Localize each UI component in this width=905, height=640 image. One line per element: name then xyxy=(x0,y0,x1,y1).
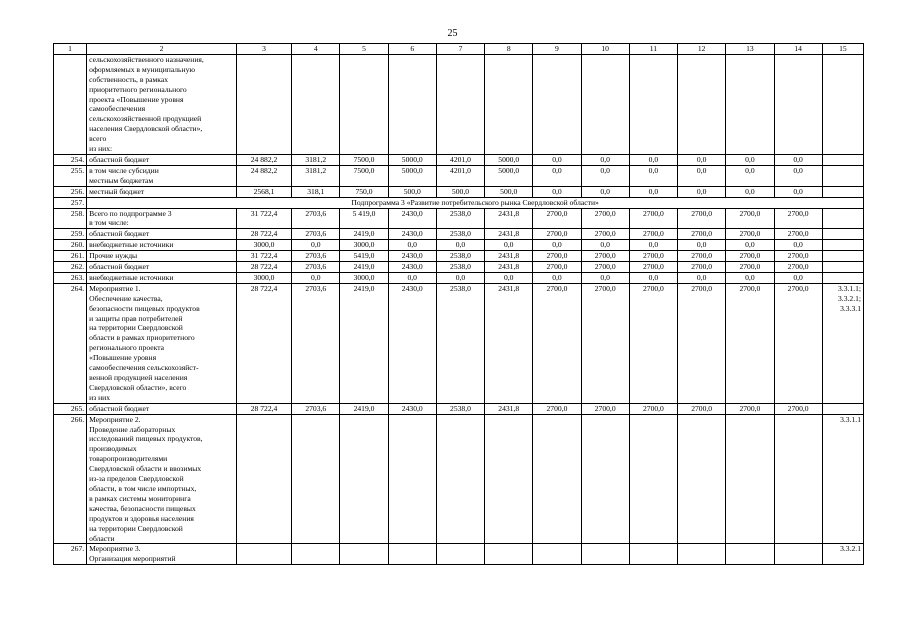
column-number-header: 4 xyxy=(292,44,340,55)
funding-value: 2700,0 xyxy=(726,262,774,273)
funding-value: 0,0 xyxy=(485,272,533,283)
funding-value: 2700,0 xyxy=(533,229,581,240)
funding-value: 2700,0 xyxy=(678,251,726,262)
funding-value: 750,0 xyxy=(340,186,388,197)
funding-value: 0,0 xyxy=(726,154,774,165)
row-number: 260. xyxy=(54,240,87,251)
funding-value: 5000,0 xyxy=(485,154,533,165)
funding-value: 0,0 xyxy=(533,165,581,186)
funding-value: 24 882,2 xyxy=(236,154,291,165)
funding-value: 28 722,4 xyxy=(236,229,291,240)
funding-value xyxy=(726,414,774,544)
funding-value: 2700,0 xyxy=(533,251,581,262)
target-codes xyxy=(822,240,863,251)
item-name: Мероприятие 1. Обеспечение качества, безопасности пищевых продуктов и защиты прав потребителей на территории Свердловской области в рамках приоритетного регионального проекта «Повышение уровня самообеспечения сельскохозяйст- венной продукцией населения Свердловской области», всего из них xyxy=(87,283,237,403)
table-row xyxy=(54,240,864,251)
funding-value: 2700,0 xyxy=(678,262,726,273)
row-number: 262. xyxy=(54,262,87,273)
row-number: 263. xyxy=(54,272,87,283)
funding-value: 31 722,4 xyxy=(236,208,291,229)
funding-value: 7500,0 xyxy=(340,165,388,186)
funding-value: 0,0 xyxy=(436,272,484,283)
funding-value: 4201,0 xyxy=(436,154,484,165)
item-name: в том числе субсидии местным бюджетам xyxy=(87,165,237,186)
funding-value: 2700,0 xyxy=(726,208,774,229)
target-codes xyxy=(822,262,863,273)
funding-value: 500,0 xyxy=(388,186,436,197)
funding-value: 0,0 xyxy=(774,154,822,165)
item-name: Всего по подпрограмме 3 в том числе: xyxy=(87,208,237,229)
funding-value: 0,0 xyxy=(726,165,774,186)
funding-value: 2700,0 xyxy=(581,251,629,262)
table-row xyxy=(54,262,864,273)
item-name: местный бюджет xyxy=(87,186,237,197)
funding-value: 0,0 xyxy=(678,186,726,197)
funding-value xyxy=(436,54,484,154)
funding-value: 2538,0 xyxy=(436,262,484,273)
funding-value xyxy=(485,544,533,565)
funding-value: 2538,0 xyxy=(436,283,484,403)
funding-value: 5419,0 xyxy=(340,251,388,262)
funding-value xyxy=(774,414,822,544)
funding-value: 500,0 xyxy=(485,186,533,197)
funding-value xyxy=(533,54,581,154)
funding-value: 2700,0 xyxy=(533,403,581,414)
funding-value: 0,0 xyxy=(581,186,629,197)
funding-value xyxy=(581,54,629,154)
funding-value: 2431,8 xyxy=(485,208,533,229)
funding-value: 318,1 xyxy=(292,186,340,197)
funding-value: 2700,0 xyxy=(629,403,677,414)
funding-value: 2430,0 xyxy=(388,283,436,403)
budget-table xyxy=(53,43,864,565)
funding-value xyxy=(629,544,677,565)
target-codes: 3.3.1.1 xyxy=(822,414,863,544)
funding-value: 2430,0 xyxy=(388,229,436,240)
funding-value: 2700,0 xyxy=(774,283,822,403)
funding-value: 24 882,2 xyxy=(236,165,291,186)
column-number-header: 6 xyxy=(388,44,436,55)
funding-value: 2700,0 xyxy=(629,208,677,229)
funding-value xyxy=(678,54,726,154)
target-codes: 3.3.1.1; 3.3.2.1; 3.3.3.1 xyxy=(822,283,863,403)
funding-value: 2700,0 xyxy=(678,208,726,229)
row-number: 256. xyxy=(54,186,87,197)
column-number-header: 2 xyxy=(87,44,237,55)
column-number-header: 1 xyxy=(54,44,87,55)
funding-value: 2430,0 xyxy=(388,251,436,262)
target-codes xyxy=(822,165,863,186)
funding-value xyxy=(340,544,388,565)
table-row xyxy=(54,208,864,229)
funding-value: 2703,6 xyxy=(292,403,340,414)
subprogram-row xyxy=(54,197,864,208)
target-codes xyxy=(822,251,863,262)
funding-value: 2700,0 xyxy=(629,262,677,273)
funding-value: 0,0 xyxy=(774,186,822,197)
funding-value: 28 722,4 xyxy=(236,262,291,273)
funding-value: 2700,0 xyxy=(678,283,726,403)
row-number: 255. xyxy=(54,165,87,186)
funding-value: 0,0 xyxy=(533,154,581,165)
column-number-header: 15 xyxy=(822,44,863,55)
funding-value: 0,0 xyxy=(678,272,726,283)
item-name: областной бюджет xyxy=(87,262,237,273)
item-name: внебюджетные источники xyxy=(87,272,237,283)
funding-value: 2700,0 xyxy=(774,251,822,262)
funding-value: 2700,0 xyxy=(581,403,629,414)
funding-value xyxy=(629,414,677,544)
funding-value: 0,0 xyxy=(292,240,340,251)
funding-value: 2430,0 xyxy=(388,403,436,414)
funding-value: 0,0 xyxy=(581,154,629,165)
column-number-header: 8 xyxy=(485,44,533,55)
funding-value xyxy=(774,544,822,565)
funding-value: 0,0 xyxy=(726,272,774,283)
funding-value: 0,0 xyxy=(533,272,581,283)
funding-value: 2700,0 xyxy=(726,251,774,262)
row-number: 254. xyxy=(54,154,87,165)
row-number: 264. xyxy=(54,283,87,403)
funding-value xyxy=(236,414,291,544)
funding-value: 0,0 xyxy=(533,186,581,197)
table-row xyxy=(54,154,864,165)
row-number xyxy=(54,54,87,154)
funding-value: 2700,0 xyxy=(581,262,629,273)
funding-value: 2700,0 xyxy=(774,229,822,240)
funding-value: 2700,0 xyxy=(629,229,677,240)
funding-value xyxy=(388,54,436,154)
funding-value: 3000,0 xyxy=(340,240,388,251)
funding-value: 0,0 xyxy=(485,240,533,251)
funding-value: 0,0 xyxy=(726,186,774,197)
funding-value: 2430,0 xyxy=(388,208,436,229)
funding-value: 2700,0 xyxy=(629,283,677,403)
funding-value: 0,0 xyxy=(436,240,484,251)
funding-value: 2700,0 xyxy=(581,208,629,229)
funding-value: 2700,0 xyxy=(774,262,822,273)
subprogram-title: Подпрограмма 3 «Развитие потребительского рынка Свердловской области» xyxy=(87,197,864,208)
funding-value: 2568,1 xyxy=(236,186,291,197)
funding-value xyxy=(388,414,436,544)
row-number: 265. xyxy=(54,403,87,414)
item-name: Мероприятие 3. Организация мероприятий xyxy=(87,544,237,565)
funding-value: 2431,8 xyxy=(485,403,533,414)
funding-value: 31 722,4 xyxy=(236,251,291,262)
target-codes xyxy=(822,186,863,197)
funding-value: 2431,8 xyxy=(485,251,533,262)
row-number: 259. xyxy=(54,229,87,240)
funding-value: 2419,0 xyxy=(340,403,388,414)
item-name: областной бюджет xyxy=(87,229,237,240)
table-row xyxy=(54,544,864,565)
funding-value: 5000,0 xyxy=(485,165,533,186)
funding-value xyxy=(292,54,340,154)
funding-value: 28 722,4 xyxy=(236,403,291,414)
funding-value: 2700,0 xyxy=(678,403,726,414)
funding-value: 2700,0 xyxy=(726,403,774,414)
funding-value xyxy=(485,54,533,154)
funding-value: 0,0 xyxy=(581,240,629,251)
table-row xyxy=(54,403,864,414)
funding-value: 2700,0 xyxy=(678,229,726,240)
funding-value: 2703,6 xyxy=(292,229,340,240)
funding-value: 2700,0 xyxy=(774,208,822,229)
funding-value: 2703,6 xyxy=(292,283,340,403)
row-number: 258. xyxy=(54,208,87,229)
funding-value: 3000,0 xyxy=(236,240,291,251)
funding-value: 0,0 xyxy=(629,154,677,165)
funding-value: 0,0 xyxy=(629,240,677,251)
column-number-header: 5 xyxy=(340,44,388,55)
funding-value: 2700,0 xyxy=(726,229,774,240)
target-codes xyxy=(822,54,863,154)
funding-value: 2538,0 xyxy=(436,208,484,229)
funding-value xyxy=(436,414,484,544)
funding-value xyxy=(678,414,726,544)
table-row xyxy=(54,283,864,403)
column-number-header: 12 xyxy=(678,44,726,55)
funding-value: 0,0 xyxy=(678,165,726,186)
funding-value: 2700,0 xyxy=(629,251,677,262)
funding-value: 0,0 xyxy=(581,272,629,283)
item-name: областной бюджет xyxy=(87,154,237,165)
funding-value xyxy=(774,54,822,154)
header-row xyxy=(54,44,864,55)
funding-value: 0,0 xyxy=(629,272,677,283)
funding-value: 0,0 xyxy=(774,272,822,283)
column-number-header: 3 xyxy=(236,44,291,55)
table-row xyxy=(54,272,864,283)
funding-value: 7500,0 xyxy=(340,154,388,165)
funding-value xyxy=(292,414,340,544)
funding-value xyxy=(292,544,340,565)
funding-value xyxy=(236,54,291,154)
funding-value: 2419,0 xyxy=(340,262,388,273)
funding-value: 3181,2 xyxy=(292,165,340,186)
funding-value xyxy=(533,414,581,544)
funding-value: 2538,0 xyxy=(436,251,484,262)
funding-value: 2538,0 xyxy=(436,229,484,240)
funding-value: 0,0 xyxy=(292,272,340,283)
table-body xyxy=(54,44,864,565)
funding-value: 0,0 xyxy=(581,165,629,186)
funding-value: 0,0 xyxy=(678,154,726,165)
table-row xyxy=(54,165,864,186)
table-row xyxy=(54,251,864,262)
funding-value xyxy=(436,544,484,565)
funding-value: 2538,0 xyxy=(436,403,484,414)
funding-value: 2703,6 xyxy=(292,208,340,229)
funding-value xyxy=(388,544,436,565)
item-name: Мероприятие 2. Проведение лабораторных исследований пищевых продуктов, производимых товаропроизводителями Свердловской области и ввозимых из-за пределов Свердловской области, в том числе импортных, в рамках системы мониторинга качества, безопасности пищевых продуктов и здоровья населения на территории Свердловской области xyxy=(87,414,237,544)
table-row xyxy=(54,54,864,154)
target-codes xyxy=(822,272,863,283)
funding-value: 2431,8 xyxy=(485,283,533,403)
funding-value xyxy=(533,544,581,565)
funding-value xyxy=(678,544,726,565)
funding-value xyxy=(236,544,291,565)
column-number-header: 13 xyxy=(726,44,774,55)
target-codes: 3.3.2.1 xyxy=(822,544,863,565)
row-number: 257. xyxy=(54,197,87,208)
item-name: Прочие нужды xyxy=(87,251,237,262)
item-name: внебюджетные источники xyxy=(87,240,237,251)
funding-value xyxy=(485,414,533,544)
funding-value: 2431,8 xyxy=(485,262,533,273)
funding-value: 5 419,0 xyxy=(340,208,388,229)
funding-value: 500,0 xyxy=(436,186,484,197)
funding-value xyxy=(726,544,774,565)
funding-value: 2431,8 xyxy=(485,229,533,240)
page-number: 25 xyxy=(447,28,458,39)
funding-value xyxy=(629,54,677,154)
funding-value: 3000,0 xyxy=(236,272,291,283)
funding-value: 2419,0 xyxy=(340,283,388,403)
funding-value: 2419,0 xyxy=(340,229,388,240)
funding-value: 5000,0 xyxy=(388,165,436,186)
funding-value xyxy=(340,414,388,544)
funding-value: 0,0 xyxy=(774,165,822,186)
funding-value: 2700,0 xyxy=(774,403,822,414)
funding-value xyxy=(581,544,629,565)
funding-value: 5000,0 xyxy=(388,154,436,165)
column-number-header: 9 xyxy=(533,44,581,55)
funding-value: 2700,0 xyxy=(533,208,581,229)
row-number: 267. xyxy=(54,544,87,565)
funding-value: 3181,2 xyxy=(292,154,340,165)
funding-value: 2700,0 xyxy=(533,283,581,403)
funding-value xyxy=(726,54,774,154)
target-codes xyxy=(822,154,863,165)
column-number-header: 7 xyxy=(436,44,484,55)
funding-value: 4201,0 xyxy=(436,165,484,186)
funding-value: 2700,0 xyxy=(581,283,629,403)
column-number-header: 11 xyxy=(629,44,677,55)
table-row xyxy=(54,229,864,240)
row-number: 266. xyxy=(54,414,87,544)
funding-value: 2700,0 xyxy=(581,229,629,240)
funding-value: 0,0 xyxy=(533,240,581,251)
funding-value: 0,0 xyxy=(726,240,774,251)
funding-value: 2700,0 xyxy=(533,262,581,273)
target-codes xyxy=(822,403,863,414)
item-name: сельскохозяйственного назначения, оформляемых в муниципальную собственность, в рамках приоритетного регионального проекта «Повышение уровня самообеспечения сельскохозяйственной продукцией населения Свердловской области», всего из них: xyxy=(87,54,237,154)
funding-value: 3000,0 xyxy=(340,272,388,283)
funding-value: 0,0 xyxy=(388,240,436,251)
funding-value: 2703,6 xyxy=(292,251,340,262)
target-codes xyxy=(822,208,863,229)
row-number: 261. xyxy=(54,251,87,262)
table-row xyxy=(54,186,864,197)
funding-value: 2700,0 xyxy=(726,283,774,403)
funding-value: 28 722,4 xyxy=(236,283,291,403)
funding-value: 2430,0 xyxy=(388,262,436,273)
funding-value xyxy=(581,414,629,544)
target-codes xyxy=(822,229,863,240)
table-row xyxy=(54,414,864,544)
funding-value xyxy=(340,54,388,154)
funding-value: 0,0 xyxy=(388,272,436,283)
funding-value: 0,0 xyxy=(774,240,822,251)
item-name: областной бюджет xyxy=(87,403,237,414)
column-number-header: 14 xyxy=(774,44,822,55)
funding-value: 0,0 xyxy=(678,240,726,251)
funding-value: 2703,6 xyxy=(292,262,340,273)
funding-value: 0,0 xyxy=(629,165,677,186)
column-number-header: 10 xyxy=(581,44,629,55)
funding-value: 0,0 xyxy=(629,186,677,197)
